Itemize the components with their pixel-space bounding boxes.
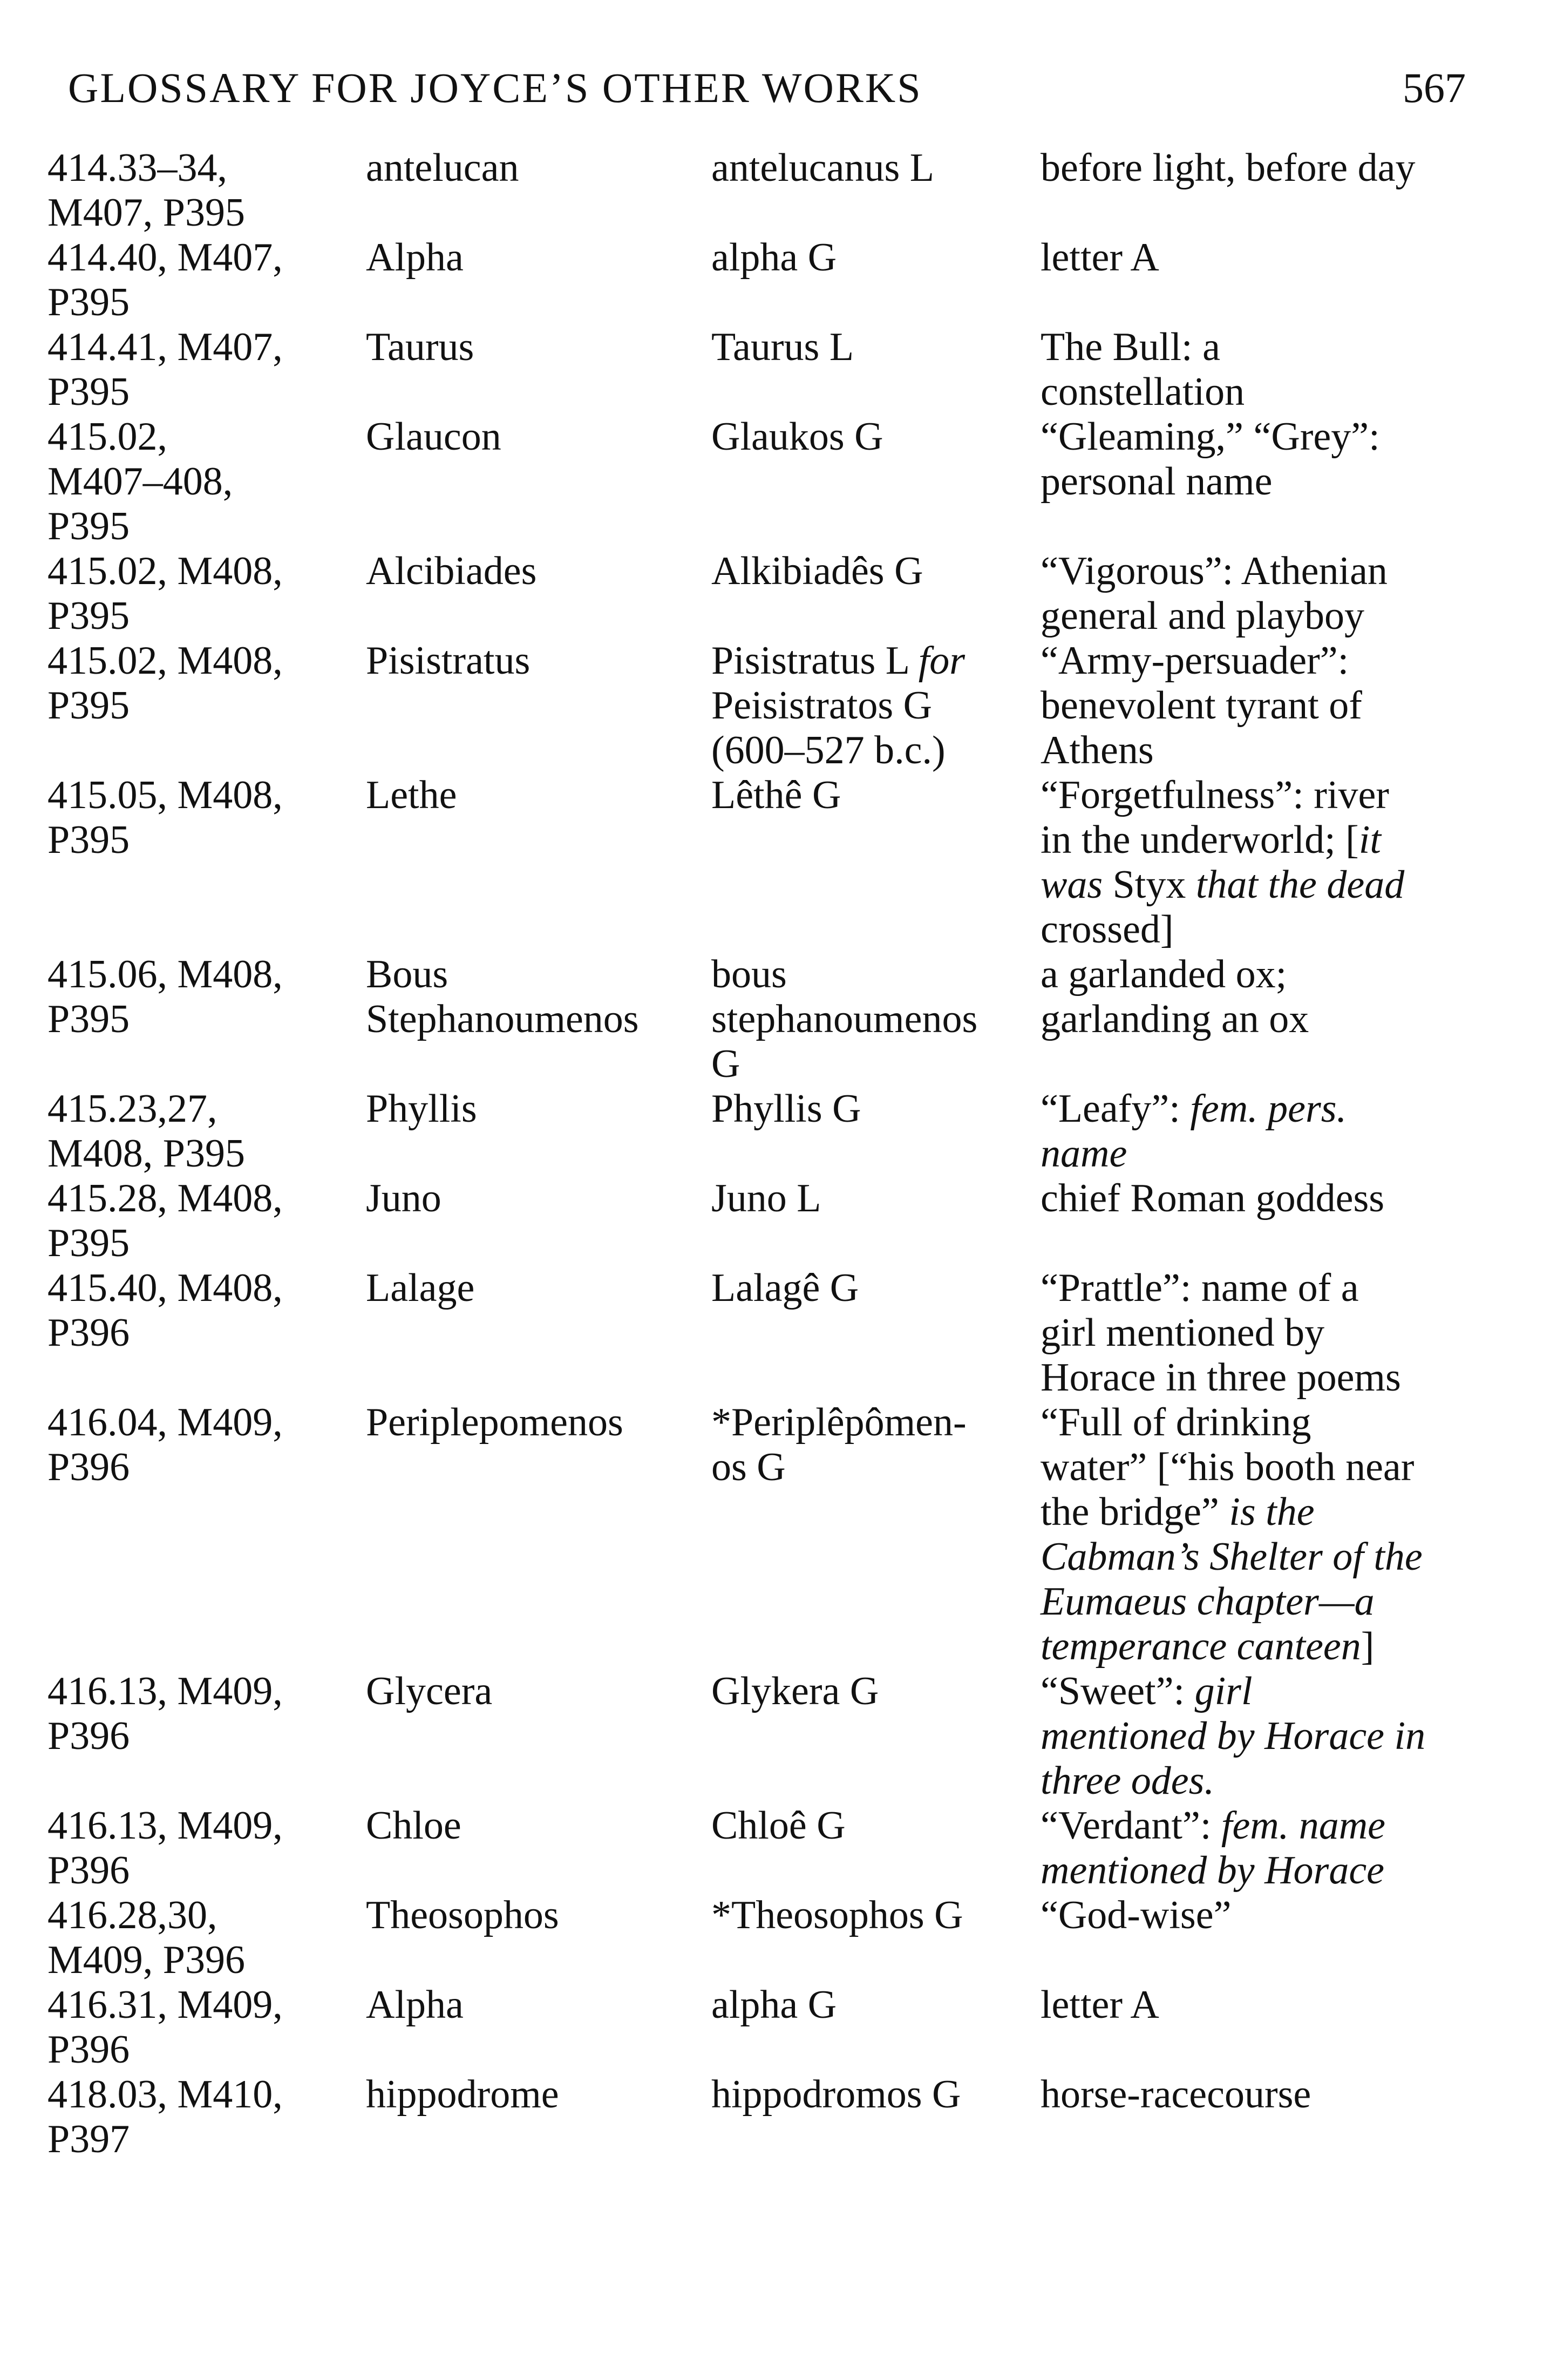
entry-reference: 416.31, M409, P396 (47, 1983, 283, 2072)
meaning-fragment: crossed] (1041, 907, 1174, 952)
entry-word: Theosophos (366, 1893, 559, 1937)
entry-reference: 416.13, M409, P396 (47, 1803, 283, 1893)
entry-meaning (1030, 1176, 1467, 1266)
glossary-entry (42, 235, 1467, 325)
entry-word: Lethe (366, 773, 457, 817)
glossary-entry (42, 1893, 1467, 1983)
entry-reference: 414.40, M407, P395 (47, 235, 283, 324)
entry-word: hippodrome (366, 2072, 559, 2117)
glossary-entry (42, 2072, 1467, 2162)
entry-reference: 415.28, M408, P395 (47, 1176, 283, 1265)
entry-reference: 415.06, M408, P395 (47, 952, 283, 1041)
meaning-fragment: chief Roman goddess (1041, 1176, 1385, 1220)
meaning-fragment: “Sweet”: (1041, 1669, 1195, 1713)
glossary-entry (42, 325, 1467, 415)
entry-meaning (1030, 1266, 1467, 1400)
meaning-fragment: “Army-persuader”: benevolent tyrant of Athens (1041, 639, 1362, 772)
source-fragment: Pisistratus L (711, 639, 919, 683)
page-number: 567 (1403, 64, 1466, 111)
glossary-entry (42, 1803, 1467, 1893)
meaning-fragment: “Vigorous”: Athenian general and playboy (1041, 549, 1388, 638)
meaning-fragment: letter A (1041, 235, 1159, 280)
running-header (68, 64, 1466, 123)
entry-word: Chloe (366, 1803, 461, 1848)
entry-meaning (1030, 1983, 1467, 2072)
glossary-entry (42, 1983, 1467, 2072)
entry-word: Taurus (366, 325, 474, 369)
meaning-fragment: that the dead (1195, 863, 1405, 907)
meaning-fragment: “God-wise” (1041, 1893, 1232, 1937)
entry-meaning (1030, 325, 1467, 415)
entry-reference: 415.40, M408, P396 (47, 1266, 283, 1355)
entry-meaning (1030, 639, 1467, 773)
glossary-entry (42, 549, 1467, 639)
running-title: GLOSSARY FOR JOYCE’S OTHER WORKS (68, 64, 922, 111)
entry-source: Chloê G (711, 1803, 846, 1848)
entry-reference: 415.23,27, M408, P395 (47, 1087, 245, 1176)
glossary-entry (42, 1669, 1467, 1803)
entry-meaning (1030, 952, 1467, 1087)
glossary-entry (42, 1266, 1467, 1400)
meaning-fragment: The Bull: a constellation (1041, 325, 1245, 414)
meaning-fragment: “Gleaming,” “Grey”: personal name (1041, 415, 1380, 504)
entry-meaning (1030, 2072, 1467, 2162)
entry-source: Lalagê G (711, 1266, 859, 1310)
entry-word: Periplepomenos (366, 1400, 623, 1445)
entry-meaning (1030, 1803, 1467, 1893)
entry-source: alpha G (711, 1983, 837, 2027)
entry-word: Pisistratus (366, 639, 531, 683)
entry-word: Bous Stephanoumenos (366, 952, 639, 1041)
entry-source: Glykera G (711, 1669, 879, 1713)
entry-source (701, 639, 1030, 773)
entry-word: Phyllis (366, 1087, 477, 1131)
entry-meaning (1030, 415, 1467, 549)
meaning-fragment: “Forgetfulness”: river in the underworld; [ (1041, 773, 1389, 862)
entry-meaning (1030, 773, 1467, 952)
meaning-fragment: girl mentioned by Horace in three odes. (1041, 1669, 1426, 1803)
entry-reference: 415.02, M407–408, P395 (47, 415, 233, 548)
entry-source: *Periplêpômen- os G (711, 1400, 967, 1489)
glossary-entry (42, 639, 1467, 773)
entry-source: Alkibiadês G (711, 549, 923, 593)
entry-source: hippodromos G (711, 2072, 961, 2117)
entry-source: Glaukos G (711, 415, 883, 459)
entry-source: *Theosophos G (711, 1893, 963, 1937)
entry-reference: 418.03, M410, P397 (47, 2072, 283, 2161)
meaning-fragment: horse-racecourse (1041, 2072, 1311, 2117)
entry-word: Glaucon (366, 415, 501, 459)
meaning-fragment: it was (1041, 818, 1381, 907)
source-fragment: Peisistratos G (600–527 b.c.) (711, 683, 946, 772)
meaning-fragment: is the Cabman’s Shelter of the Eumaeus chapter—a temperance canteen (1041, 1490, 1423, 1669)
meaning-fragment: ] (1361, 1624, 1375, 1669)
entry-meaning (1030, 1893, 1467, 1983)
entry-word: Alpha (366, 235, 464, 280)
glossary-entry (42, 773, 1467, 952)
entry-word: Alcibiades (366, 549, 537, 593)
entry-meaning (1030, 549, 1467, 639)
source-fragment: for (918, 639, 966, 683)
entry-word: Glycera (366, 1669, 493, 1713)
meaning-fragment: “Verdant”: (1041, 1803, 1221, 1848)
entry-reference: 416.28,30, M409, P396 (47, 1893, 245, 1982)
meaning-fragment: before light, before day (1041, 146, 1416, 190)
meaning-fragment: Styx (1103, 863, 1196, 907)
glossary-entry (42, 415, 1467, 549)
glossary-entry (42, 146, 1467, 235)
glossary-table (42, 146, 1467, 2162)
entry-source: bous stephanoumenos G (711, 952, 978, 1086)
meaning-fragment: letter A (1041, 1983, 1159, 2027)
meaning-fragment: fem. pers. name (1041, 1087, 1347, 1176)
glossary-entry (42, 1400, 1467, 1669)
entry-source: antelucanus L (711, 146, 934, 190)
meaning-fragment: a garlanded ox; garlanding an ox (1041, 952, 1309, 1041)
entry-source: Lêthê G (711, 773, 841, 817)
entry-reference: 414.33–34, M407, P395 (47, 146, 245, 235)
glossary-entry (42, 952, 1467, 1087)
entry-reference: 416.13, M409, P396 (47, 1669, 283, 1758)
entry-reference: 416.04, M409, P396 (47, 1400, 283, 1489)
entry-meaning (1030, 1087, 1467, 1176)
glossary-entry (42, 1087, 1467, 1176)
entry-meaning (1030, 1400, 1467, 1669)
entry-reference: 414.41, M407, P395 (47, 325, 283, 414)
meaning-fragment: “Full of drinking water” [“his booth near the bridge” (1041, 1400, 1415, 1534)
glossary-entry (42, 1176, 1467, 1266)
entry-source: alpha G (711, 235, 837, 280)
meaning-fragment: “Prattle”: name of a girl mentioned by Horace in three poems (1041, 1266, 1401, 1400)
entry-word: Lalage (366, 1266, 475, 1310)
meaning-fragment: “Leafy”: (1041, 1087, 1191, 1131)
entry-reference: 415.05, M408, P395 (47, 773, 283, 862)
entry-reference: 415.02, M408, P395 (47, 549, 283, 638)
entry-word: antelucan (366, 146, 519, 190)
entry-meaning (1030, 1669, 1467, 1803)
entry-reference: 415.02, M408, P395 (47, 639, 283, 728)
entry-word: Juno (366, 1176, 441, 1220)
entry-meaning (1030, 146, 1467, 235)
meaning-fragment: fem. name mentioned by Horace (1041, 1803, 1386, 1893)
entry-meaning (1030, 235, 1467, 325)
entry-source: Phyllis G (711, 1087, 861, 1131)
entry-source: Taurus L (711, 325, 854, 369)
entry-source: Juno L (711, 1176, 821, 1220)
entry-word: Alpha (366, 1983, 464, 2027)
